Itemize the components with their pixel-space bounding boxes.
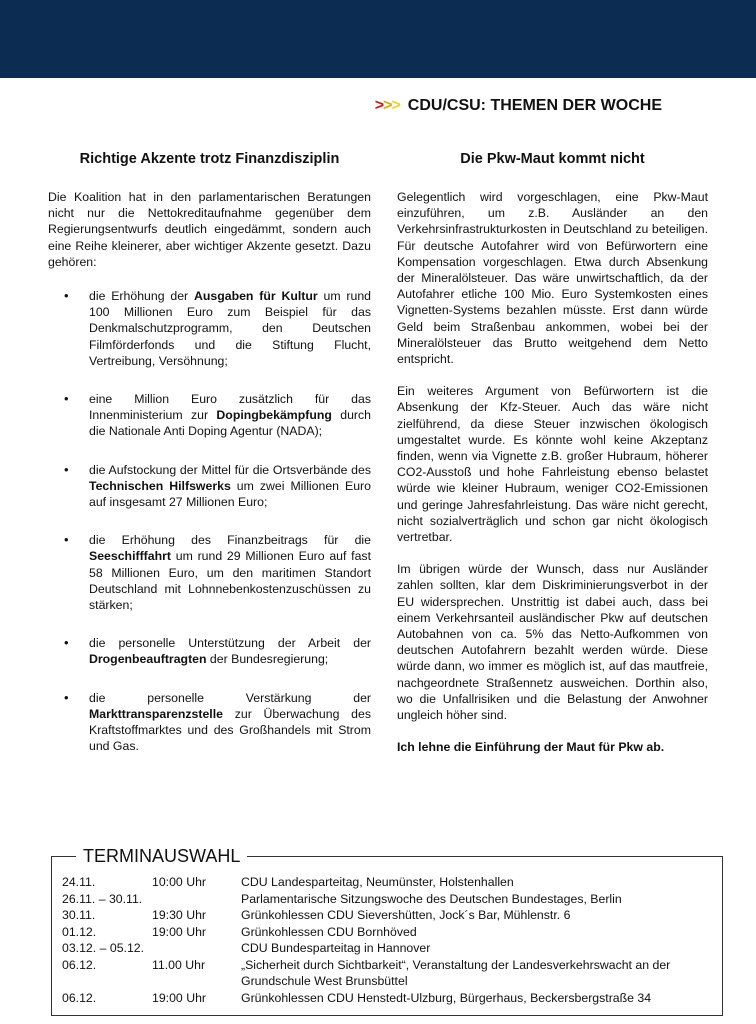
bullet-icon: • xyxy=(64,635,69,651)
left-intro: Die Koalition hat in den parlamentarischen Beratungen nicht nur die Nettokreditaufnahme gegenüber dem Regierungsentwurfs deutlich eingedämmt, sondern auch eine Reihe kleinerer, aber wichtiger Akzente gesetzt. Dazu gehören: xyxy=(48,190,371,269)
termin-date: 03.12. – 05.12. xyxy=(62,941,145,955)
termin-time: 19:00 Uhr xyxy=(152,924,207,939)
left-column xyxy=(48,150,371,754)
list-item: • die Erhöhung des Finanzbeitrags für die Seeschifffahrt um rund 29 Millionen Euro auf fast 58 Millionen Euro, um den maritimen Standort Deutschland mit Lohnnebenkostenzuschüssen zu stärken; xyxy=(64,532,371,613)
header-bar xyxy=(0,0,756,78)
bullet-icon: • xyxy=(64,391,69,407)
right-paragraph: Im übrigen würde der Wunsch, dass nur Ausländer zahlen sollten, klar dem Diskriminierungsverbot in der EU widersprechen. Unstrittig ist dabei auch, dass bei einem Verkehrsanteil ausländischer Pkw auf deutschen Autobahnen von ca. 5% das Netto-Aufkommen von deutschen Autofahrern bezahlt werden würde. Diese würde dann, wo immer es möglich ist, auf das mautfreie, nachgeordnete Straßennetz ausweichen. Dorthin also, wo die Unfallrisiken und die Belastung der Anwohner ungleich höher sind. xyxy=(397,562,708,723)
table-row xyxy=(62,874,711,891)
termin-date: 24.11. xyxy=(62,875,96,889)
section-title xyxy=(375,97,662,115)
termin-time: 11.00 Uhr xyxy=(152,957,206,972)
termin-event: Parlamentarische Sitzungswoche des Deutschen Bundestages, Berlin xyxy=(241,891,622,906)
table-row xyxy=(62,940,711,957)
termin-date: 01.12. xyxy=(62,924,97,939)
list-item: • die personelle Verstärkung der Markttransparenzstelle zur Überwachung des Kraftstoffmarktes und des Großhandels mit Strom und Gas. xyxy=(64,689,371,754)
termin-date: 26.11. – 30.11. xyxy=(62,891,143,906)
termin-date: 06.12. xyxy=(62,990,97,1005)
termin-title: TERMINAUSWAHL xyxy=(76,845,247,867)
table-row xyxy=(62,891,711,908)
termin-event: CDU Landesparteitag, Neumünster, Holstenhallen xyxy=(241,875,514,889)
list-item: • die Aufstockung der Mittel für die Ortsverbände des Technischen Hilfswerks um zwei Millionen Euro auf insgesamt 27 Millionen Euro; xyxy=(64,461,371,510)
termin-time: 10:00 Uhr xyxy=(152,875,207,889)
measures-list xyxy=(48,288,371,754)
right-conclusion: Ich lehne die Einführung der Maut für Pkw ab. xyxy=(397,740,665,755)
termin-time: 19:30 Uhr xyxy=(152,908,207,922)
termin-time: 19:00 Uhr xyxy=(152,990,207,1005)
right-paragraph: Gelegentlich wird vorgeschlagen, eine Pkw-Maut einzuführen, um z.B. Ausländer an den Verkehrsinfrastrukturkosten in Deutschland zu beteiligen. Für deutsche Autofahrer wird von Befürwortern eine Kompensation vorgeschlagen. Etwa durch Absenkung der Mineralölsteuer. Das wäre unwirtschaftlich, da der Autofahrer etliche 100 Mio. Euro Systemkosten eines Vignetten-Systems bezahlen müsste. Erst dann würde Geld beim Straßenbau ankommen, wobei bei der Mineralölsteuer das Brutto weitgehend dem Netto entspricht. xyxy=(397,190,708,367)
termin-event: Grünkohlessen CDU Henstedt-Ulzburg, Bürgerhaus, Beckersbergstraße 34 xyxy=(241,990,652,1005)
table-row xyxy=(62,907,711,924)
termin-date: 30.11. xyxy=(62,908,96,922)
section-title-text: CDU/CSU: THEMEN DER WOCHE xyxy=(407,97,662,114)
termin-date: 06.12. xyxy=(62,957,97,972)
termin-event: Grünkohlessen CDU Bornhöved xyxy=(241,924,417,939)
list-item: • eine Million Euro zusätzlich für das Innenministerium zur Dopingbekämpfung durch die Nationale Anti Doping Agentur (NADA); xyxy=(64,391,371,439)
list-item: • die personelle Unterstützung der Arbeit der Drogenbeauftragten der Bundesregierung; xyxy=(64,635,371,667)
bullet-icon: • xyxy=(64,689,69,705)
termin-table xyxy=(62,874,711,1006)
left-column-title: Richtige Akzente trotz Finanzdisziplin xyxy=(79,151,340,167)
table-row xyxy=(62,957,711,990)
right-paragraph: Ein weiteres Argument von Befürwortern ist die Absenkung der Kfz-Steuer. Auch das wäre nicht zielführend, da diese Steuer inzwischen ökologisch umgestaltet wurde. Es könnte wohl keine Akzeptanz finden, wenn via Vignette z.B. großer Hubraum, höherer CO2-Ausstoß und hohe Fahrleistung ebenso belastet würde wie kleiner Hubraum, weniger CO2-Emissionen und geringe Jahresfahrleistung. Das wäre nicht gerecht, nicht sozialverträglich und schon gar nicht ökologisch vertretbar. xyxy=(397,384,708,545)
table-row xyxy=(62,990,711,1007)
termin-event: Grünkohlessen CDU Sievershütten, Jock´s Bar, Mühlenstr. 6 xyxy=(241,908,571,922)
right-column-title: Die Pkw-Maut kommt nicht xyxy=(460,151,645,167)
bullet-icon: • xyxy=(64,288,69,304)
table-row xyxy=(62,924,711,941)
chevron-arrows-icon: >>> xyxy=(374,97,400,114)
bullet-icon: • xyxy=(64,461,69,477)
bullet-icon: • xyxy=(64,532,69,548)
right-column xyxy=(397,150,708,756)
list-item: • die Erhöhung der Ausgaben für Kultur um rund 100 Millionen Euro zum Beispiel für das Denkmalschutzprogramm, den Deutschen Filmförderfonds und die Stiftung Flucht, Vertreibung, Versöhnung; xyxy=(64,288,372,368)
termin-event: CDU Bundesparteitag in Hannover xyxy=(241,941,431,955)
termin-event: „Sicherheit durch Sichtbarkeit“, Veranstaltung der Landesverkehrswacht an der Grundschule West Brunsbüttel xyxy=(241,957,671,988)
